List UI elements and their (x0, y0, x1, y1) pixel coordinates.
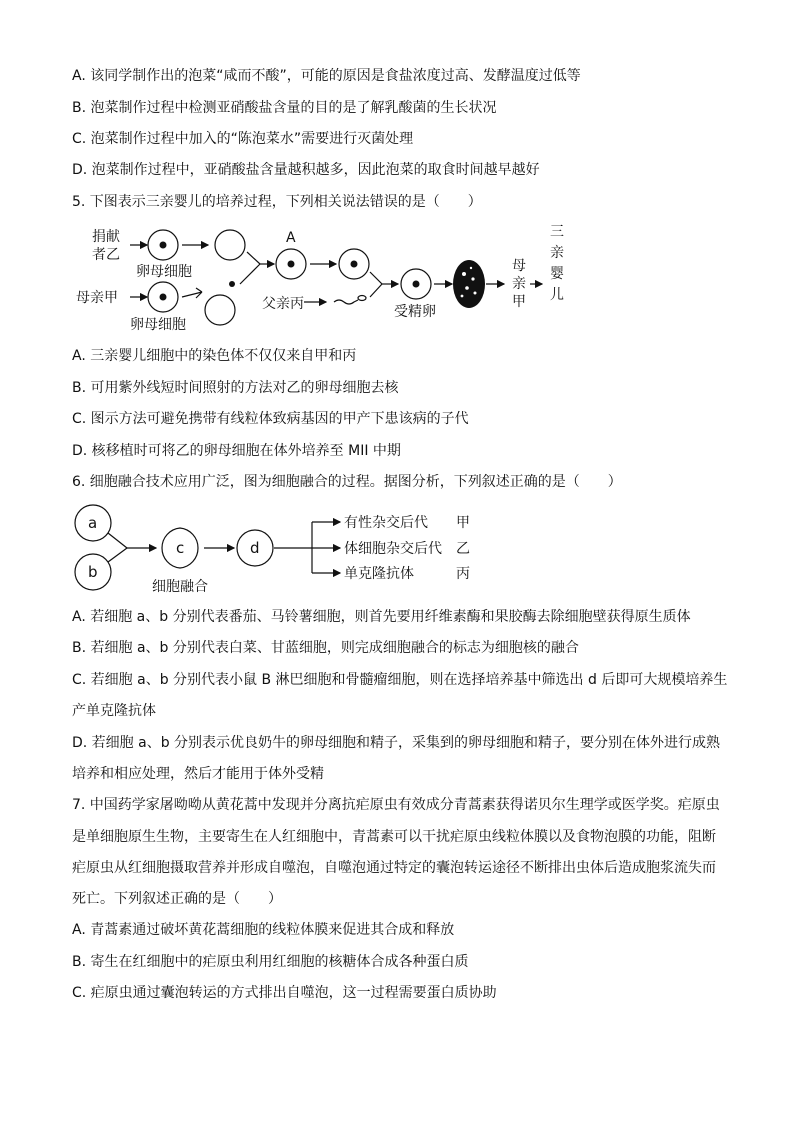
q6-option-d-line2: 培养和相应处理，然后才能用于体外受精 (72, 766, 324, 782)
q7-stem-line1: 7. 中国药学家屠呦呦从黄花蒿中发现并分离抗疟原虫有效成分青蒿素获得诺贝尔生理学或医学奖。疟原虫 (72, 797, 720, 813)
q6-option-a: A. 若细胞 a、b 分别代表番茄、马铃薯细胞，则首先要用纤维素酶和果胶酶去除细胞壁获得原生质体 (72, 609, 691, 625)
egg-cell-label-bottom: 卵母细胞 (130, 317, 186, 332)
q7-stem-line4: 死亡。下列叙述正确的是（ ） (72, 891, 282, 907)
q4-option-d: D. 泡菜制作过程中，亚硝酸盐含量越积越多，因此泡菜的取食时间越早越好 (72, 162, 540, 178)
egg-cell-label-top: 卵母细胞 (136, 264, 192, 280)
q7-option-c: C. 疟原虫通过囊泡转运的方式排出自噬泡，这一过程需要蛋白质协助 (72, 985, 497, 1001)
baby-label-1: 三 (550, 224, 564, 240)
baby-label-4: 儿 (550, 287, 564, 303)
q4-option-c: C. 泡菜制作过程中加入的“陈泡菜水”需要进行灭菌处理 (72, 131, 414, 147)
q5-diagram (72, 222, 592, 332)
outcome-1-label: 有性杂交后代 (344, 515, 428, 531)
result-label-1: 母 (512, 258, 526, 274)
q5-option-c: C. 图示方法可避免携带有线粒体致病基因的甲产下患该病的子代 (72, 411, 469, 427)
cell-a-label: a (88, 514, 98, 532)
label-a: A (286, 230, 296, 246)
q6-stem: 6. 细胞融合技术应用广泛，图为细胞融合的过程。据图分析，下列叙述正确的是（ ） (72, 474, 622, 490)
fertilized-egg-label: 受精卵 (394, 304, 436, 320)
q7-option-a: A. 青蒿素通过破坏黄花蒿细胞的线粒体膜来促进其合成和释放 (72, 922, 455, 938)
q6-option-c-line2: 产单克隆抗体 (72, 703, 156, 719)
outcome-2-tag: 乙 (456, 541, 470, 557)
q4-option-a: A. 该同学制作出的泡菜“咸而不酸”，可能的原因是食盐浓度过高、发酵温度过低等 (72, 68, 581, 84)
baby-label-3: 婴 (550, 266, 564, 282)
baby-label-2: 亲 (550, 245, 564, 261)
q7-option-b: B. 寄生在红细胞中的疟原虫利用红细胞的核糖体合成各种蛋白质 (72, 954, 469, 970)
q6-option-c-line1: C. 若细胞 a、b 分别代表小鼠 B 淋巴细胞和骨髓瘤细胞，则在选择培养基中筛选出 d 后即可大规模培养生 (72, 672, 728, 688)
result-label-2: 亲 (512, 276, 526, 292)
cell-b-label: b (88, 563, 98, 581)
q5-option-b: B. 可用紫外线短时间照射的方法对乙的卵母细胞去核 (72, 380, 399, 396)
cell-d-label: d (250, 539, 260, 557)
outcome-1-tag: 甲 (456, 515, 470, 531)
donor-b-label-1: 捐献 (92, 229, 120, 245)
outcome-3-label: 单克隆抗体 (344, 566, 414, 582)
q6-diagram (72, 502, 492, 598)
mother-a-label: 母亲甲 (76, 290, 118, 306)
cell-c-label: c (176, 539, 185, 557)
q7-stem-line2: 是单细胞原生生物，主要寄生在人红细胞中，青蒿素可以干扰疟原虫线粒体膜以及食物泡膜的功能，阻断 (72, 829, 716, 845)
donor-b-label-2: 者乙 (92, 247, 120, 263)
q7-stem-line3: 疟原虫从红细胞摄取营养并形成自噬泡，自噬泡通过特定的囊泡转运途径不断排出虫体后造成胞浆流失而 (72, 860, 716, 876)
father-c-label: 父亲丙 (262, 296, 304, 312)
q5-option-d: D. 核移植时可将乙的卵母细胞在体外培养至 MII 中期 (72, 443, 401, 459)
fusion-label: 细胞融合 (152, 579, 208, 595)
outcome-2-label: 体细胞杂交后代 (344, 541, 442, 557)
q4-option-b: B. 泡菜制作过程中检测亚硝酸盐含量的目的是了解乳酸菌的生长状况 (72, 100, 497, 116)
q6-option-d-line1: D. 若细胞 a、b 分别表示优良奶牛的卵母细胞和精子，采集到的卵母细胞和精子，要分别在体外进行成熟 (72, 735, 721, 751)
q5-stem: 5. 下图表示三亲婴儿的培养过程，下列相关说法错误的是（ ） (72, 194, 482, 210)
outcome-3-tag: 丙 (456, 566, 470, 582)
result-label-3: 甲 (512, 294, 526, 310)
q5-option-a: A. 三亲婴儿细胞中的染色体不仅仅来自甲和丙 (72, 348, 357, 364)
q6-option-b: B. 若细胞 a、b 分别代表白菜、甘蓝细胞，则完成细胞融合的标志为细胞核的融合 (72, 640, 579, 656)
